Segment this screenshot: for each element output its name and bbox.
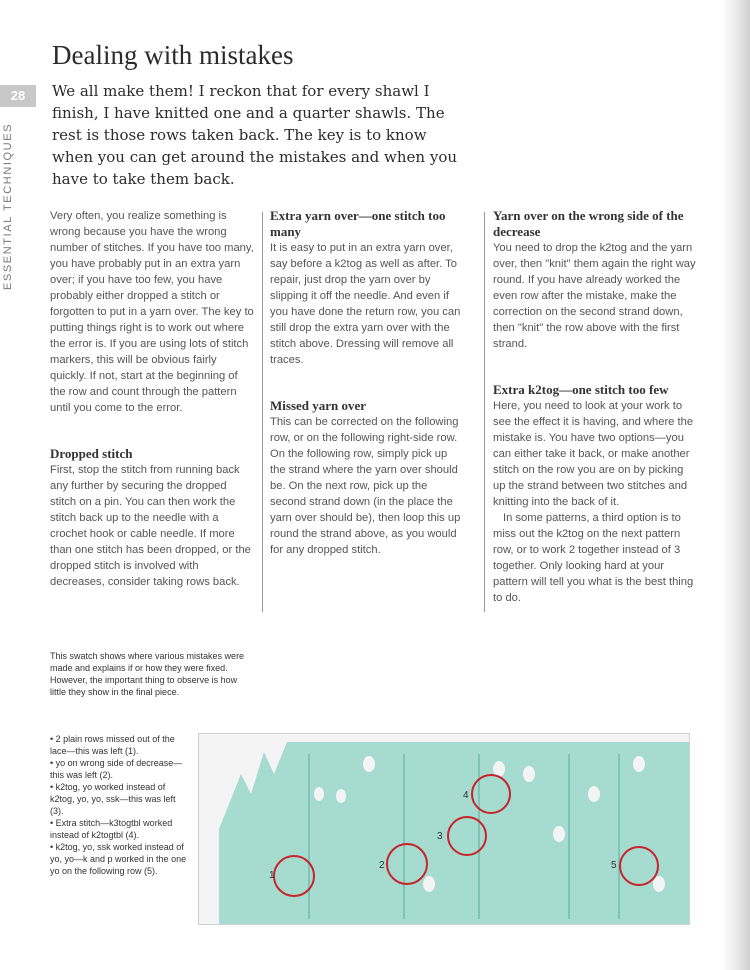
svg-text:5: 5 [611, 860, 617, 871]
mistake-list-item: • Extra stitch—k3togtbl worked instead of k2togtbl (4). [50, 818, 173, 840]
mistake-list [50, 733, 190, 877]
mistake-list-item: • yo on wrong side of decrease—this was left (2). [50, 758, 183, 780]
extra-yarn-over-text: It is easy to put in an extra yarn over, say before a k2tog as well as after. To repair, just drop the yarn over by slipping it off the needle. And even if you have done the return row, you can still drop the extra yarn over with the stitch above. Dressing will remove all traces. [270, 242, 461, 366]
svg-text:2: 2 [379, 860, 385, 871]
extra-k2tog-text: Here, you need to look at your work to see the effect it is having, and where the mistake is. You have two options—you can either take it back, or make another stitch on the row you are on by picking up the strand between two stitches and knitting into the back of it. [493, 400, 694, 508]
svg-text:1: 1 [269, 870, 275, 881]
column-divider [484, 212, 485, 612]
svg-text:4: 4 [463, 790, 469, 801]
intro-body-text: Very often, you realize something is wrong because you have the wrong number of stitches. If you have too many, you have probably put in an extra yarn over; if you have too few, you have probably either dropped a stitch or forgotten to put in a yarn over. The key to putting things right is to work out where the error is. If you are using lots of stitch markers, this will be obvious fairly quickly. If not, start at the beginning of the row and count through the pattern until you come to the error. [50, 210, 254, 414]
dropped-stitch-heading: Dropped stitch [50, 446, 133, 461]
column-3 [493, 208, 698, 606]
section-label: ESSENTIAL TECHNIQUES [2, 122, 14, 290]
missed-yarn-over-text: This can be corrected on the following row, or on the following right-side row. On the following row, simply pick up the strand where the yarn over should be. On the next row, pick up the second strand down (in the place the yarn over should be), then loop this up round the strand above, as you would for any dropped stitch. [270, 416, 461, 556]
extra-k2tog-heading: Extra k2tog—one stitch too few [493, 382, 669, 397]
page-edge-shadow [722, 0, 750, 970]
swatch-caption: This swatch shows where various mistakes were made and explains if or how they were fixed. However, the important thing to observe is how little they show in the final piece. [50, 651, 245, 697]
column-2 [270, 208, 465, 558]
extra-k2tog-text-2: In some patterns, a third option is to miss out the k2tog on the next pattern row, or to work 2 together instead of 3 together. Only looking hard at your pattern will tell you what is the best thing to do. [493, 512, 694, 604]
mistake-list-item: • k2tog, yo worked instead of k2tog, yo, yo, ssk—this was left (3). [50, 782, 176, 816]
missed-yarn-over-heading: Missed yarn over [270, 398, 367, 413]
intro-paragraph: We all make them! I reckon that for every shawl I finish, I have knitted one and a quarter shawls. The rest is those rows taken back. The key is to know when you can get around the mistakes and when you have to take them back. [52, 82, 458, 188]
dropped-stitch-text: First, stop the stitch from running back any further by securing the dropped stitch on a pin. You can then work the stitch back up to the needle with a crochet hook or cable needle. If more than one stitch has been dropped, or the dropped stitch is involved with decreases, consider taking rows back. [50, 464, 251, 588]
lace-swatch-photo [198, 733, 690, 925]
lace-fabric [219, 742, 689, 924]
mistake-list-item: • k2tog, yo, ssk worked instead of yo, yo—k and p worked in the one yo on the following row (5). [50, 842, 187, 876]
column-1 [50, 208, 255, 590]
wrong-side-heading: Yarn over on the wrong side of the decrease [493, 208, 684, 239]
page-title: Dealing with mistakes [52, 40, 294, 70]
svg-text:3: 3 [437, 831, 443, 842]
extra-yarn-over-heading: Extra yarn over—one stitch too many [270, 208, 446, 239]
page-number: 28 [0, 85, 36, 107]
wrong-side-text: You need to drop the k2tog and the yarn over, then "knit" them again the right way round. If you have already worked the even row after the mistake, make the correction on the second strand down, then "knit" the row above with the first strand. [493, 242, 696, 350]
mistake-list-item: • 2 plain rows missed out of the lace—this was left (1). [50, 734, 175, 756]
column-divider [262, 212, 263, 612]
